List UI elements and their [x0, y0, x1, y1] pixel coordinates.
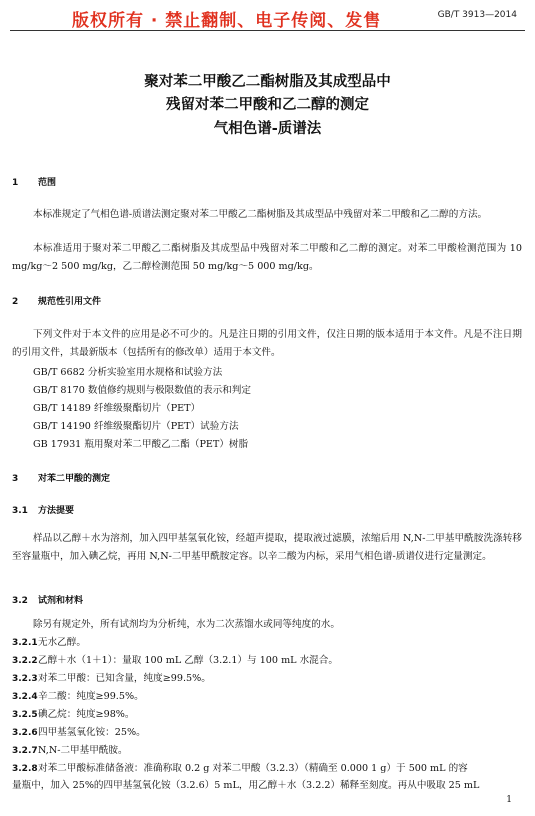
item-number: 3.2.2 — [12, 656, 38, 666]
section-title: 试剂和材料 — [38, 596, 84, 606]
section-number: 1 — [12, 178, 19, 188]
item-number: 3.2.8 — [12, 764, 38, 774]
section-1-heading — [12, 175, 56, 188]
list-item — [12, 670, 211, 684]
section-3-2-para: 除另有规定外，所有试剂均为分析纯，水为二次蒸馏水或同等纯度的水。 — [33, 619, 340, 630]
page-number: 1 — [506, 795, 512, 805]
section-3-1-para: 样品以乙醇＋水为溶剂，加入四甲基氢氧化铵，经超声提取，提取液过滤膜，浓缩后用 N,N-二甲基甲酰胺洗涤转移至容量瓶中，加入碘乙烷，再用 N,N-二甲基甲酰胺定容。以辛二酸为内标，采用气相色谱-质谱仪进行定量测定。 — [12, 533, 522, 562]
item-text: 四甲基氢氧化铵：25%。 — [38, 727, 146, 738]
standard-number: GB/T 3913—2014 — [437, 10, 517, 20]
list-item-continuation: 量瓶中，加入 25%的四甲基氢氧化铵（3.2.6）5 mL，用乙醇＋水（3.2.2）稀释至刻度。再从中吸取 25 mL — [12, 780, 480, 791]
item-number: 3.2.4 — [12, 692, 38, 702]
item-text: 对苯二甲酸标准储备液：准确称取 0.2 g 对苯二甲酸（3.2.3）（精确至 0.000 1 g）于 500 mL 的容 — [38, 763, 468, 774]
item-number: 3.2.5 — [12, 710, 38, 720]
item-number: 3.2.7 — [12, 746, 38, 756]
doc-title-line3: 气相色谱-质谱法 — [213, 121, 322, 137]
section-3-heading — [12, 471, 110, 484]
section-number: 3.2 — [12, 596, 28, 606]
item-number: 3.2.6 — [12, 728, 38, 738]
list-item — [12, 760, 468, 774]
section-title: 对苯二甲酸的测定 — [38, 474, 111, 484]
section-3-1-heading — [12, 503, 74, 516]
section-title: 范围 — [38, 178, 57, 188]
list-item — [12, 688, 144, 702]
reference-item: GB/T 8170 数值修约规则与极限数值的表示和判定 — [33, 385, 251, 396]
list-item — [12, 634, 86, 648]
doc-title-line2: 残留对苯二甲酸和乙二醇的测定 — [166, 97, 369, 113]
item-text: 对苯二甲酸：已知含量，纯度≥99.5%。 — [38, 673, 211, 684]
list-item — [12, 652, 338, 666]
section-title: 方法提要 — [38, 506, 75, 516]
copyright-watermark: 版权所有 · 禁止翻制、电子传阅、发售 — [72, 11, 382, 31]
item-text: 乙醇＋水（1＋1）：量取 100 mL 乙醇（3.2.1）与 100 mL 水混合。 — [38, 655, 338, 666]
item-text: 辛二酸：纯度≥99.5%。 — [38, 691, 144, 702]
section-number: 3.1 — [12, 506, 28, 516]
section-number: 3 — [12, 474, 19, 484]
item-text: N,N-二甲基甲酰胺。 — [38, 745, 128, 756]
reference-item: GB 17931 瓶用聚对苯二甲酸乙二酯（PET）树脂 — [33, 439, 249, 450]
item-text: 碘乙烷：纯度≥98%。 — [38, 709, 135, 720]
item-number: 3.2.3 — [12, 674, 38, 684]
section-title: 规范性引用文件 — [38, 297, 102, 307]
reference-item: GB/T 14190 纤维级聚酯切片（PET）试验方法 — [33, 421, 239, 432]
list-item — [12, 724, 146, 738]
item-text: 无水乙醇。 — [38, 637, 86, 648]
header-rule — [10, 30, 525, 31]
section-1-para-2: 本标准适用于聚对苯二甲酸乙二酯树脂及其成型品中残留对苯二甲酸和乙二醇的测定。对苯二甲酸检测范围为 10 mg/kg～2 500 mg/kg，乙二醇检测范围 50 mg/kg～5 000 mg/kg。 — [12, 243, 522, 272]
section-1-para-1: 本标准规定了气相色谱-质谱法测定聚对苯二甲酸乙二酯树脂及其成型品中残留对苯二甲酸和乙二醇的方法。 — [33, 209, 488, 220]
section-2-heading — [12, 294, 101, 307]
list-item — [12, 706, 135, 720]
section-2-para-1: 下列文件对于本文件的应用是必不可少的。凡是注日期的引用文件，仅注日期的版本适用于本文件。凡是不注日期的引用文件，其最新版本（包括所有的修改单）适用于本文件。 — [12, 329, 522, 358]
section-number: 2 — [12, 297, 19, 307]
reference-item: GB/T 6682 分析实验室用水规格和试验方法 — [33, 367, 223, 378]
doc-title-line1: 聚对苯二甲酸乙二酯树脂及其成型品中 — [144, 74, 391, 90]
list-item — [12, 742, 128, 756]
section-3-2-heading — [12, 593, 83, 606]
item-number: 3.2.1 — [12, 638, 38, 648]
reference-item: GB/T 14189 纤维级聚酯切片（PET） — [33, 403, 201, 414]
